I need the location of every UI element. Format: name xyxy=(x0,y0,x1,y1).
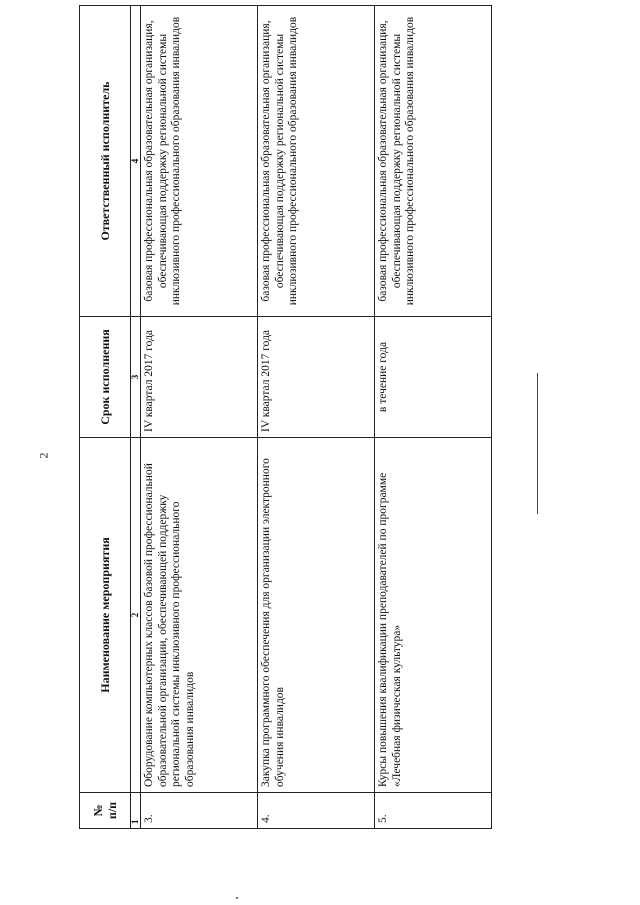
row-num: 3. xyxy=(141,793,258,829)
scan-mark xyxy=(236,897,238,899)
row-responsible: базовая профессиональная образовательная организация, обеспечивающая поддержку региональной системы инклюзивного профессионального образования инвалидов xyxy=(141,6,258,317)
activities-table xyxy=(79,5,492,829)
table-row xyxy=(141,6,258,829)
table-row xyxy=(375,6,492,829)
header-responsible: Ответственный исполнитель xyxy=(80,6,131,317)
row-num: 4. xyxy=(258,793,375,829)
header-name: Наименование мероприятия xyxy=(80,438,131,793)
header-term: Срок исполнения xyxy=(80,317,131,438)
row-responsible: базовая профессиональная образовательная организация, обеспечивающая поддержку региональной системы инклюзивного профессионального образования инвалидов xyxy=(375,6,492,317)
row-responsible: базовая профессиональная образовательная организация, обеспечивающая поддержку региональной системы инклюзивного профессионального образования инвалидов xyxy=(258,6,375,317)
row-term: IV квартал 2017 года xyxy=(141,317,258,438)
column-number: 2 xyxy=(131,438,141,793)
row-name: Оборудование компьютерных классов базовой профессиональной образовательной организации, обеспечивающей поддержку региональной системы инклюзивного профессионального образования инвалидов xyxy=(141,438,258,793)
row-term: в течение года xyxy=(375,317,492,438)
activities-table-rotated xyxy=(79,6,481,829)
column-number: 4 xyxy=(131,6,141,317)
page-number: 2 xyxy=(36,452,51,459)
table-header-row xyxy=(80,6,131,829)
column-number: 1 xyxy=(131,793,141,829)
header-num: № п/п xyxy=(80,793,131,829)
row-num: 5. xyxy=(375,793,492,829)
column-number-row xyxy=(131,6,141,829)
table-row xyxy=(258,6,375,829)
row-name: Закупка программного обеспечения для организации электронного обучения инвалидов xyxy=(258,438,375,793)
row-name: Курсы повышения квалификации преподавателей по программе «Лечебная физическая культура» xyxy=(375,438,492,793)
column-number: 3 xyxy=(131,317,141,438)
separator-line xyxy=(537,373,538,514)
row-term: IV квартал 2017 года xyxy=(258,317,375,438)
